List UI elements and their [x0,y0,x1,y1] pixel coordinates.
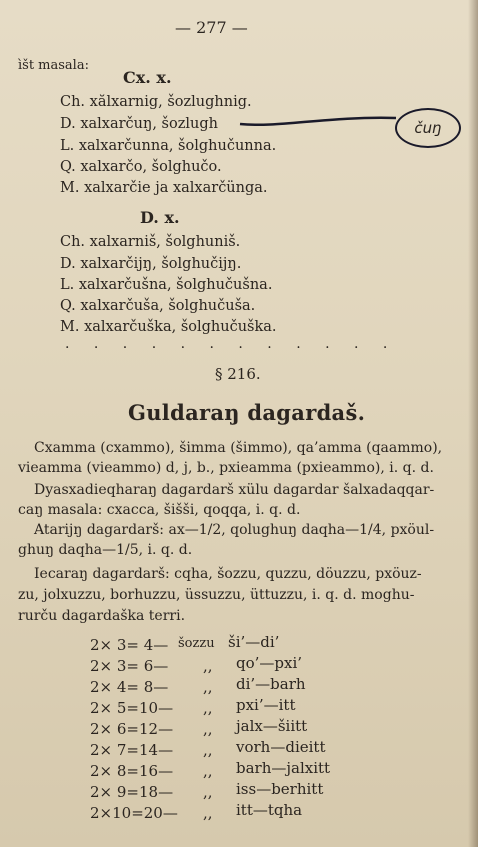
mult-expr: 2× 7=14— [90,741,174,759]
handwritten-stroke [238,110,398,130]
mult-right: qo’—pxi’ [236,654,303,672]
mult-mark: ,, [203,804,213,822]
mult-mark: ,, [203,783,213,801]
dot-leader: . . . . . . . . . . . . [65,336,398,352]
mult-right: itt—tqha [236,801,303,819]
mult-expr: 2× 9=18— [90,783,174,801]
heading-singular: Cx. x. [123,68,172,87]
intro-text: ìšt masala: [18,58,89,73]
mult-mark: ,, [203,657,213,675]
plural-line: M. xalxarčuška, šolghučuška. [60,319,277,335]
mult-expr: 2× 3= 6— [90,657,169,675]
paragraph-line: Iecaraŋ dagardarš: cqha, šozzu, quzzu, döuzzu, pxöuz- [34,566,422,582]
plural-line: Ch. xalxarniš, šolghuniš. [60,234,241,250]
singular-line: M. xalxarčie ja xalxarčünga. [60,180,268,196]
mult-right: vorh—dieitt [236,738,326,756]
paragraph-line: Dyasxadieqharaŋ dagardarš xülu dagardar šalxadaqqar- [34,482,435,498]
mult-right: iss—berhitt [236,780,324,798]
mult-right: di’—barh [236,675,306,693]
singular-line: L. xalxarčunna, šolghučunna. [60,138,277,154]
mult-mark: šozzu [178,636,215,651]
singular-line: D. xalxarčuŋ, šozlugh [60,116,218,132]
section-number: § 216. [215,365,261,383]
page-edge-shadow [468,0,478,847]
mult-right: barh—jalxitt [236,759,331,777]
plural-line: L. xalxarčušna, šolghučušna. [60,277,273,293]
paragraph-line: Atarijŋ dagardarš: ax—1/2, qolughuŋ daqha—1/4, pxöul- [34,522,435,538]
margin-note: čuŋ [395,108,461,148]
page-number: — 277 — [175,18,248,37]
mult-expr: 2× 3= 4— [90,636,169,654]
mult-mark: ,, [203,762,213,780]
paragraph-line: caŋ masala: cxacca, šišši, qoqqa, i. q. d. [18,502,301,518]
section-title: Guldaraŋ dagardaš. [128,400,366,425]
paragraph-line: ghuŋ daqha—1/5, i. q. d. [18,542,193,558]
mult-mark: ,, [203,741,213,759]
plural-line: Q. xalxarčuša, šolghučuša. [60,298,256,314]
mult-expr: 2× 4= 8— [90,678,169,696]
mult-mark: ,, [203,678,213,696]
mult-expr: 2× 6=12— [90,720,174,738]
mult-mark: ,, [203,720,213,738]
mult-mark: ,, [203,699,213,717]
paragraph-1: Cxamma (cxammo), šimma (šimmo), qa’amma (qaammo), vieamma (vieammo) d, j, b., pxieamma (pxieammo), i. q. d. [18,440,443,476]
heading-plural: D. x. [140,208,180,227]
mult-right: pxi’—itt [236,696,296,714]
plural-line: D. xalxarčijŋ, šolghučijŋ. [60,256,242,272]
mult-right: jalx—šiitt [236,717,308,735]
paragraph-line: rurču dagardaška terri. [18,608,186,624]
mult-expr: 2× 5=10— [90,699,174,717]
mult-expr: 2×10=20— [90,804,178,822]
mult-expr: 2× 8=16— [90,762,174,780]
singular-line: Q. xalxarčo, šolghučo. [60,159,222,175]
singular-line: Ch. xălxarnig, šozlughnig. [60,94,252,110]
paragraph-line: zu, jolxuzzu, borhuzzu, üssuzzu, üttuzzu, i. q. d. moghu- [18,587,415,603]
mult-right: ši’—di’ [228,633,280,651]
